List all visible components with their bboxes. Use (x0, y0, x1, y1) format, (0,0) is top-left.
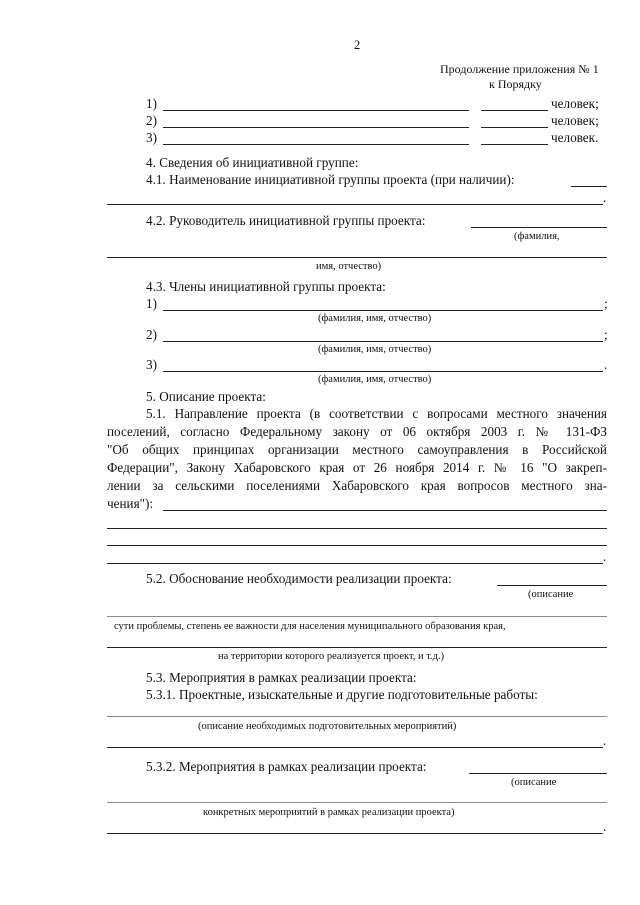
unit-label: человек; (551, 113, 599, 128)
preparatory-field-2[interactable] (107, 747, 603, 748)
name-line[interactable] (163, 127, 469, 128)
activities-hint-2: конкретных мероприятий в рамках реализации проекта) (203, 807, 455, 818)
justification-hint-1: (описание (528, 589, 574, 600)
justification-hint-2: сути проблемы, степень ее важности для населения муниципального образования края, (114, 621, 506, 632)
activities-field[interactable] (469, 773, 607, 774)
member-hint: (фамилия, имя, отчество) (318, 374, 432, 385)
member-hint: (фамилия, имя, отчество) (318, 313, 432, 324)
section-5-1-text-line: 5.1. Направление проекта (в соответствии с вопросами местного значения (146, 406, 607, 421)
activities-field-2[interactable] (107, 802, 607, 803)
line-end: . (603, 549, 607, 564)
section-5-1-text-line: "Об общих принципах организации местного самоуправления в Российской (107, 442, 607, 457)
member-hint: (фамилия, имя, отчество) (318, 344, 432, 355)
direction-field-4[interactable] (107, 563, 603, 564)
direction-field[interactable] (163, 510, 607, 511)
justification-hint-3: на территории которого реализуется проект, и т.д.) (218, 651, 445, 662)
member-field[interactable] (163, 310, 603, 311)
leader-hint-2: имя, отчество) (316, 261, 382, 272)
section-5-2-label: 5.2. Обоснование необходимости реализации проекта: (146, 571, 452, 586)
section-5-3-2-label: 5.3.2. Мероприятия в рамках реализации проекта: (146, 759, 427, 774)
section-5-1-text-line: Федерации", Закону Хабаровского края от 26 ноября 2014 г. № 16 "О закреп- (107, 460, 607, 475)
section-5-title: 5. Описание проекта: (146, 389, 266, 404)
row-number: 2) (146, 113, 157, 128)
row-number: 3) (146, 130, 157, 145)
line-end: . (603, 733, 607, 748)
line-end: ; (604, 327, 608, 342)
section-5-3-label: 5.3. Мероприятия в рамках реализации проекта: (146, 670, 417, 685)
name-line[interactable] (163, 110, 469, 111)
name-line[interactable] (163, 144, 469, 145)
section-5-3-1-label: 5.3.1. Проектные, изыскательные и другие подготовительные работы: (146, 687, 538, 702)
member-field[interactable] (163, 371, 603, 372)
direction-field-2[interactable] (107, 528, 607, 529)
group-name-field[interactable] (571, 186, 607, 187)
row-number: 1) (146, 96, 157, 111)
section-4-2-label: 4.2. Руководитель инициативной группы проекта: (146, 213, 426, 228)
group-name-field-2[interactable] (107, 204, 603, 205)
header-line-2: к Порядку (489, 77, 542, 91)
leader-field[interactable] (471, 227, 607, 228)
line-end: ; (604, 296, 608, 311)
preparatory-field[interactable] (107, 716, 607, 717)
justification-field-3[interactable] (107, 647, 607, 648)
leader-hint-1: (фамилия, (514, 231, 560, 242)
row-number: 3) (146, 357, 157, 372)
page-number: 2 (354, 38, 361, 52)
leader-field-2[interactable] (107, 257, 607, 258)
row-number: 1) (146, 296, 157, 311)
section-4-3-label: 4.3. Члены инициативной группы проекта: (146, 279, 386, 294)
member-field[interactable] (163, 341, 603, 342)
activities-hint-1: (описание (511, 777, 557, 788)
direction-field-3[interactable] (107, 545, 607, 546)
justification-field[interactable] (497, 585, 607, 586)
header-line-1: Продолжение приложения № 1 (440, 62, 599, 76)
line-end: . (603, 190, 607, 205)
justification-field-2[interactable] (107, 616, 607, 617)
activities-field-3[interactable] (107, 833, 603, 834)
count-line[interactable] (481, 144, 548, 145)
section-5-1-text-line: лении за сельскими поселениями Хабаровского края вопросов местного зна- (107, 478, 607, 493)
section-4-title: 4. Сведения об инициативной группе: (146, 155, 359, 170)
unit-label: человек. (551, 130, 599, 145)
unit-label: человек; (551, 96, 599, 111)
preparatory-hint: (описание необходимых подготовительных мероприятий) (198, 721, 457, 732)
count-line[interactable] (481, 110, 548, 111)
row-number: 2) (146, 327, 157, 342)
line-end: . (603, 819, 607, 834)
section-5-1-text-line: поселений, согласно Федеральному закону от 06 октября 2003 г. № 131-ФЗ (107, 424, 607, 439)
section-5-1-text-last: чения"): (107, 496, 154, 511)
count-line[interactable] (481, 127, 548, 128)
section-4-1-label: 4.1. Наименование инициативной группы проекта (при наличии): (146, 172, 515, 187)
line-end: . (604, 357, 608, 372)
